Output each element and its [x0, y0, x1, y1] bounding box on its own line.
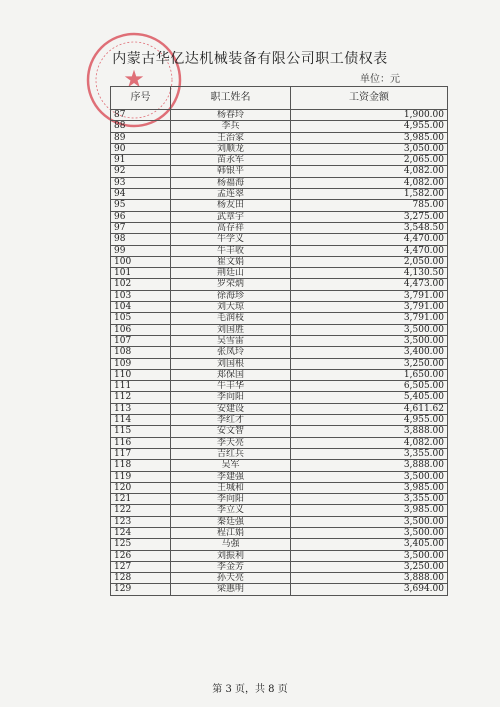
wage-amount: 3,250.00 [291, 358, 448, 369]
row-index: 114 [111, 415, 171, 426]
row-index: 119 [111, 471, 171, 482]
row-index: 125 [111, 539, 171, 550]
row-index: 100 [111, 256, 171, 267]
wage-amount: 4,082.00 [291, 166, 448, 177]
employee-name: 杨福海 [171, 177, 291, 188]
employee-name: 李立义 [171, 505, 291, 516]
employee-name: 刘顺龙 [171, 143, 291, 154]
wage-amount: 4,082.00 [291, 177, 448, 188]
wage-amount: 3,355.00 [291, 448, 448, 459]
employee-name: 安建设 [171, 403, 291, 414]
employee-name: 马强 [171, 539, 291, 550]
wage-amount: 1,900.00 [291, 110, 448, 121]
wage-amount: 3,548.50 [291, 222, 448, 233]
wage-amount: 1,582.00 [291, 189, 448, 200]
employee-name: 荆廷山 [171, 268, 291, 279]
row-index: 96 [111, 211, 171, 222]
row-index: 98 [111, 234, 171, 245]
wage-amount: 3,985.00 [291, 132, 448, 143]
wage-amount: 3,275.00 [291, 211, 448, 222]
employee-name: 李建强 [171, 471, 291, 482]
row-index: 105 [111, 313, 171, 324]
wage-amount: 4,470.00 [291, 234, 448, 245]
employee-name: 吴军 [171, 460, 291, 471]
row-index: 122 [111, 505, 171, 516]
table-row [111, 234, 448, 245]
wage-amount: 3,500.00 [291, 324, 448, 335]
row-index: 124 [111, 527, 171, 538]
wage-amount: 3,050.00 [291, 143, 448, 154]
wage-amount: 3,500.00 [291, 335, 448, 346]
employee-name: 杨春玲 [171, 110, 291, 121]
row-index: 91 [111, 155, 171, 166]
employee-name: 韩银平 [171, 166, 291, 177]
employee-name: 杨友田 [171, 200, 291, 211]
employee-name: 毛润枝 [171, 313, 291, 324]
row-index: 128 [111, 573, 171, 584]
table-row [111, 177, 448, 188]
row-index: 87 [111, 110, 171, 121]
employee-name: 梁惠明 [171, 584, 291, 595]
employee-name: 徐海珍 [171, 290, 291, 301]
wage-amount: 3,500.00 [291, 471, 448, 482]
row-index: 115 [111, 426, 171, 437]
wage-amount: 4,130.50 [291, 268, 448, 279]
table-row [111, 245, 448, 256]
employee-name: 刘国胜 [171, 324, 291, 335]
table-row [111, 166, 448, 177]
employee-name: 苗永军 [171, 155, 291, 166]
table-row [111, 335, 448, 346]
table-row [111, 494, 448, 505]
table-row [111, 505, 448, 516]
wage-amount: 3,985.00 [291, 482, 448, 493]
row-index: 106 [111, 324, 171, 335]
wage-amount: 4,955.00 [291, 415, 448, 426]
wage-amount: 3,888.00 [291, 460, 448, 471]
table-row [111, 403, 448, 414]
page-number: 第 3 页，共 8 页 [212, 684, 288, 695]
table-row [111, 347, 448, 358]
employee-name: 牛学义 [171, 234, 291, 245]
wage-amount: 2,050.00 [291, 256, 448, 267]
row-index: 93 [111, 177, 171, 188]
table-row [111, 302, 448, 313]
table-row [111, 369, 448, 380]
row-index: 111 [111, 381, 171, 392]
seal-star-icon: ★ [123, 65, 145, 93]
row-index: 127 [111, 561, 171, 572]
table-row [111, 561, 448, 572]
row-index: 101 [111, 268, 171, 279]
table-row [111, 437, 448, 448]
table-row [111, 290, 448, 301]
table-row [111, 482, 448, 493]
employee-name: 李向阳 [171, 392, 291, 403]
table-row [111, 584, 448, 595]
wage-amount: 3,791.00 [291, 302, 448, 313]
row-index: 94 [111, 189, 171, 200]
row-index: 129 [111, 584, 171, 595]
row-index: 108 [111, 347, 171, 358]
employee-name: 程江娟 [171, 527, 291, 538]
wage-amount: 3,405.00 [291, 539, 448, 550]
employee-name: 王城和 [171, 482, 291, 493]
row-index: 89 [111, 132, 171, 143]
employee-name: 高存祥 [171, 222, 291, 233]
table-row [111, 392, 448, 403]
wage-amount: 785.00 [291, 200, 448, 211]
table-row [111, 415, 448, 426]
employee-name: 罗荣炳 [171, 279, 291, 290]
wage-amount: 3,985.00 [291, 505, 448, 516]
table-row [111, 426, 448, 437]
row-index: 92 [111, 166, 171, 177]
row-index: 121 [111, 494, 171, 505]
wage-amount: 3,694.00 [291, 584, 448, 595]
table-row [111, 132, 448, 143]
row-index: 102 [111, 279, 171, 290]
row-index: 104 [111, 302, 171, 313]
table-row [111, 200, 448, 211]
row-index: 118 [111, 460, 171, 471]
table-header-row [111, 87, 448, 110]
row-index: 120 [111, 482, 171, 493]
wage-amount: 5,405.00 [291, 392, 448, 403]
wage-amount: 4,470.00 [291, 245, 448, 256]
table-row [111, 471, 448, 482]
row-index: 113 [111, 403, 171, 414]
wage-amount: 4,955.00 [291, 121, 448, 132]
wage-amount: 3,250.00 [291, 561, 448, 572]
row-index: 126 [111, 550, 171, 561]
header-name: 职工姓名 [171, 87, 291, 110]
header-amount: 工资金额 [291, 87, 448, 110]
row-index: 107 [111, 335, 171, 346]
row-index: 109 [111, 358, 171, 369]
page-title: 内蒙古华亿达机械装备有限公司职工债权表 [112, 51, 388, 67]
employee-name: 李天亮 [171, 437, 291, 448]
wage-amount: 3,355.00 [291, 494, 448, 505]
table-row [111, 313, 448, 324]
wage-amount: 3,888.00 [291, 573, 448, 584]
wage-amount: 3,888.00 [291, 426, 448, 437]
wage-amount: 3,500.00 [291, 527, 448, 538]
employee-name: 武章宇 [171, 211, 291, 222]
table-row [111, 211, 448, 222]
row-index: 103 [111, 290, 171, 301]
employee-name: 崔文娟 [171, 256, 291, 267]
table-row [111, 550, 448, 561]
row-index: 123 [111, 516, 171, 527]
table-row [111, 516, 448, 527]
wage-amount: 4,082.00 [291, 437, 448, 448]
table-row [111, 110, 448, 121]
header-index: 序号 [111, 87, 171, 110]
table-row [111, 279, 448, 290]
wage-amount: 3,500.00 [291, 516, 448, 527]
employee-name: 刘振利 [171, 550, 291, 561]
wage-amount: 1,650.00 [291, 369, 448, 380]
row-index: 99 [111, 245, 171, 256]
row-index: 110 [111, 369, 171, 380]
employee-name: 刘国根 [171, 358, 291, 369]
table-row [111, 573, 448, 584]
creditor-table [110, 86, 448, 596]
wage-amount: 4,473.00 [291, 279, 448, 290]
unit-label: 单位：元 [360, 74, 400, 85]
employee-name: 刘大琼 [171, 302, 291, 313]
table-row [111, 256, 448, 267]
employee-name: 吉红兵 [171, 448, 291, 459]
employee-name: 安文智 [171, 426, 291, 437]
table-row [111, 268, 448, 279]
table-row [111, 381, 448, 392]
employee-name: 牛丰华 [171, 381, 291, 392]
wage-amount: 3,791.00 [291, 313, 448, 324]
row-index: 117 [111, 448, 171, 459]
employee-name: 牛丰收 [171, 245, 291, 256]
wage-amount: 3,791.00 [291, 290, 448, 301]
employee-name: 孟连翠 [171, 189, 291, 200]
table-row [111, 121, 448, 132]
table-row [111, 155, 448, 166]
employee-name: 李金芳 [171, 561, 291, 572]
row-index: 112 [111, 392, 171, 403]
wage-amount: 3,500.00 [291, 550, 448, 561]
wage-amount: 6,505.00 [291, 381, 448, 392]
employee-name: 张凤玲 [171, 347, 291, 358]
table-row [111, 527, 448, 538]
employee-name: 李红才 [171, 415, 291, 426]
row-index: 97 [111, 222, 171, 233]
table-row [111, 222, 448, 233]
employee-name: 李向阳 [171, 494, 291, 505]
row-index: 95 [111, 200, 171, 211]
employee-name: 秦廷强 [171, 516, 291, 527]
table-row [111, 539, 448, 550]
employee-name: 吴雪雷 [171, 335, 291, 346]
table-row [111, 189, 448, 200]
table-row [111, 460, 448, 471]
wage-amount: 4,611.62 [291, 403, 448, 414]
employee-name: 孙天亮 [171, 573, 291, 584]
wage-amount: 2,065.00 [291, 155, 448, 166]
table-row [111, 358, 448, 369]
table-row [111, 324, 448, 335]
employee-name: 王治家 [171, 132, 291, 143]
row-index: 116 [111, 437, 171, 448]
employee-name: 李兵 [171, 121, 291, 132]
row-index: 88 [111, 121, 171, 132]
employee-name: 郑保国 [171, 369, 291, 380]
table-row [111, 448, 448, 459]
table-row [111, 143, 448, 154]
row-index: 90 [111, 143, 171, 154]
wage-amount: 3,400.00 [291, 347, 448, 358]
